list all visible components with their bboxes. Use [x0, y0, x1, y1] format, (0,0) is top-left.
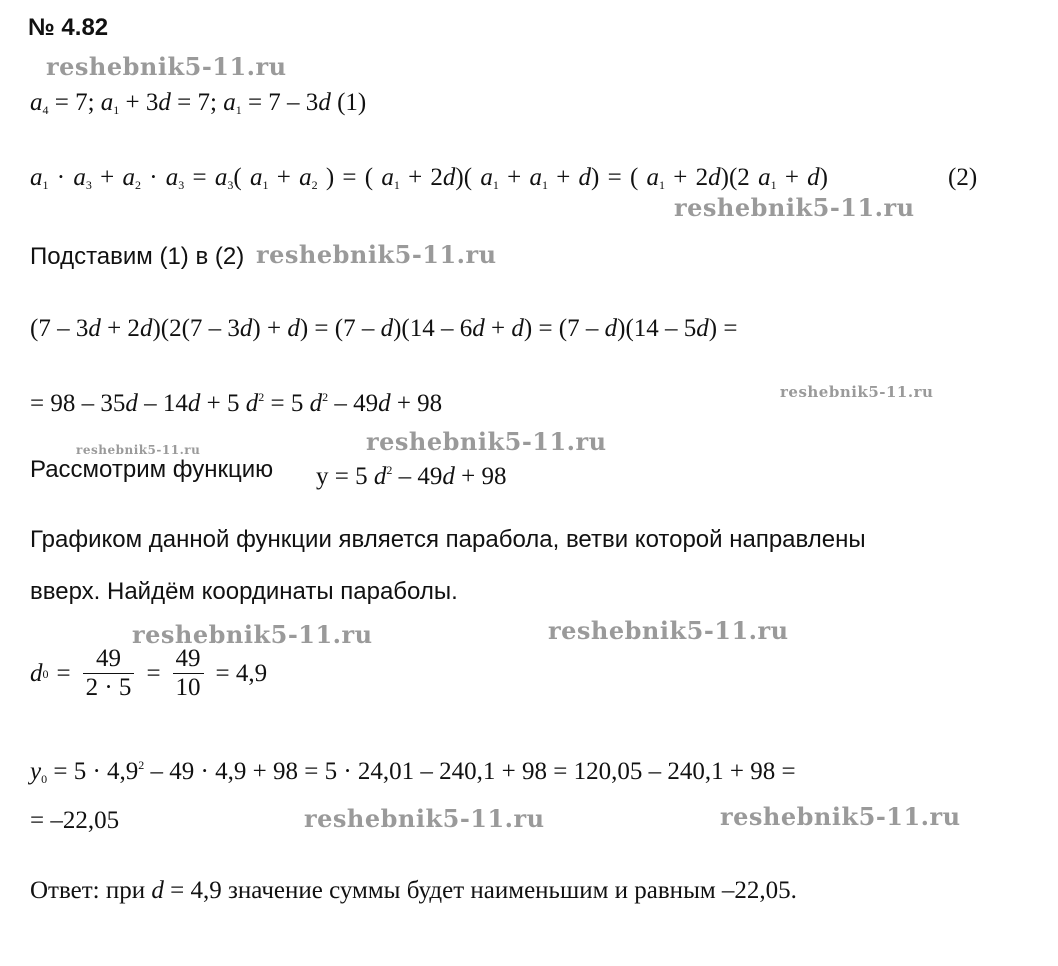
paragraph-line-1: Графиком данной функции является парабола, ветви которой направлены [30, 526, 866, 553]
watermark: reshebnik5-11.ru [780, 383, 934, 401]
y0-equation: $y_0 = 5 \cdot 4,9^2 - 49 \cdot 4,9 + 98 = 5 \cdot 24,01 - 240,1 + 98 = 120,05 - 240,1 + 98$ = [30, 758, 796, 786]
watermark: reshebnik5-11.ru [674, 193, 915, 222]
watermark: reshebnik5-11.ru [548, 616, 789, 645]
consider-text: Рассмотрим функцию [30, 456, 274, 483]
d0-equation: d 0 = $\frac{49}{2 \cdot 5}$ = $\frac{49}{10}$ = 4,9 [30, 645, 268, 701]
watermark: reshebnik5-11.ru [720, 802, 961, 831]
substitute-text: Подставим (1) в (2) [30, 243, 245, 270]
watermark: reshebnik5-11.ru [132, 620, 373, 649]
equation-line-1: $a_4 = 7$; $a_1 + 3d = 7$; $a_1 = 7 - 3d$ (1) [30, 89, 367, 117]
watermark: reshebnik5-11.ru [76, 443, 201, 457]
function-expression: y = 5 $d^2 - 49d + 98$ [316, 463, 507, 490]
paragraph-line-2: вверх. Найдём координаты параболы. [30, 578, 458, 605]
fraction-2: $\frac{49}{10}$ [173, 645, 204, 702]
equation-tag-2: (2) [948, 164, 978, 191]
equation-line-4: = 98 – 35d – 14d + 5 $d^2 = 5$ $d^2 - 49d + 98$ [30, 390, 443, 417]
equation-line-2: $a_1 \cdot a_3 + a_2 \cdot a_3 = a_3$( $a_1 + a_2$ ) = ( $a_1 + 2d$)( $a_1 + a_1 + d$) = ( $a_1 + 2d)(2$ $a_1 + d$) [30, 164, 828, 192]
watermark: reshebnik5-11.ru [256, 240, 497, 269]
equation-line-3: (7 – 3d + 2d)(2(7 – 3d) + d) = (7 – d)(14 – 6d + d) = (7 – d)(14 – 5d) = [30, 315, 738, 342]
fraction-1: $\frac{49}{2 \cdot 5}$ [83, 645, 135, 702]
answer-text: Ответ: при d = 4,9 значение суммы будет наименьшим и равным –22,05. [30, 877, 797, 904]
problem-number: № 4.82 [28, 14, 109, 41]
watermark: reshebnik5-11.ru [304, 804, 545, 833]
watermark: reshebnik5-11.ru [366, 427, 607, 456]
watermark: reshebnik5-11.ru [46, 52, 287, 81]
y0-result: = –22,05 [30, 807, 120, 834]
